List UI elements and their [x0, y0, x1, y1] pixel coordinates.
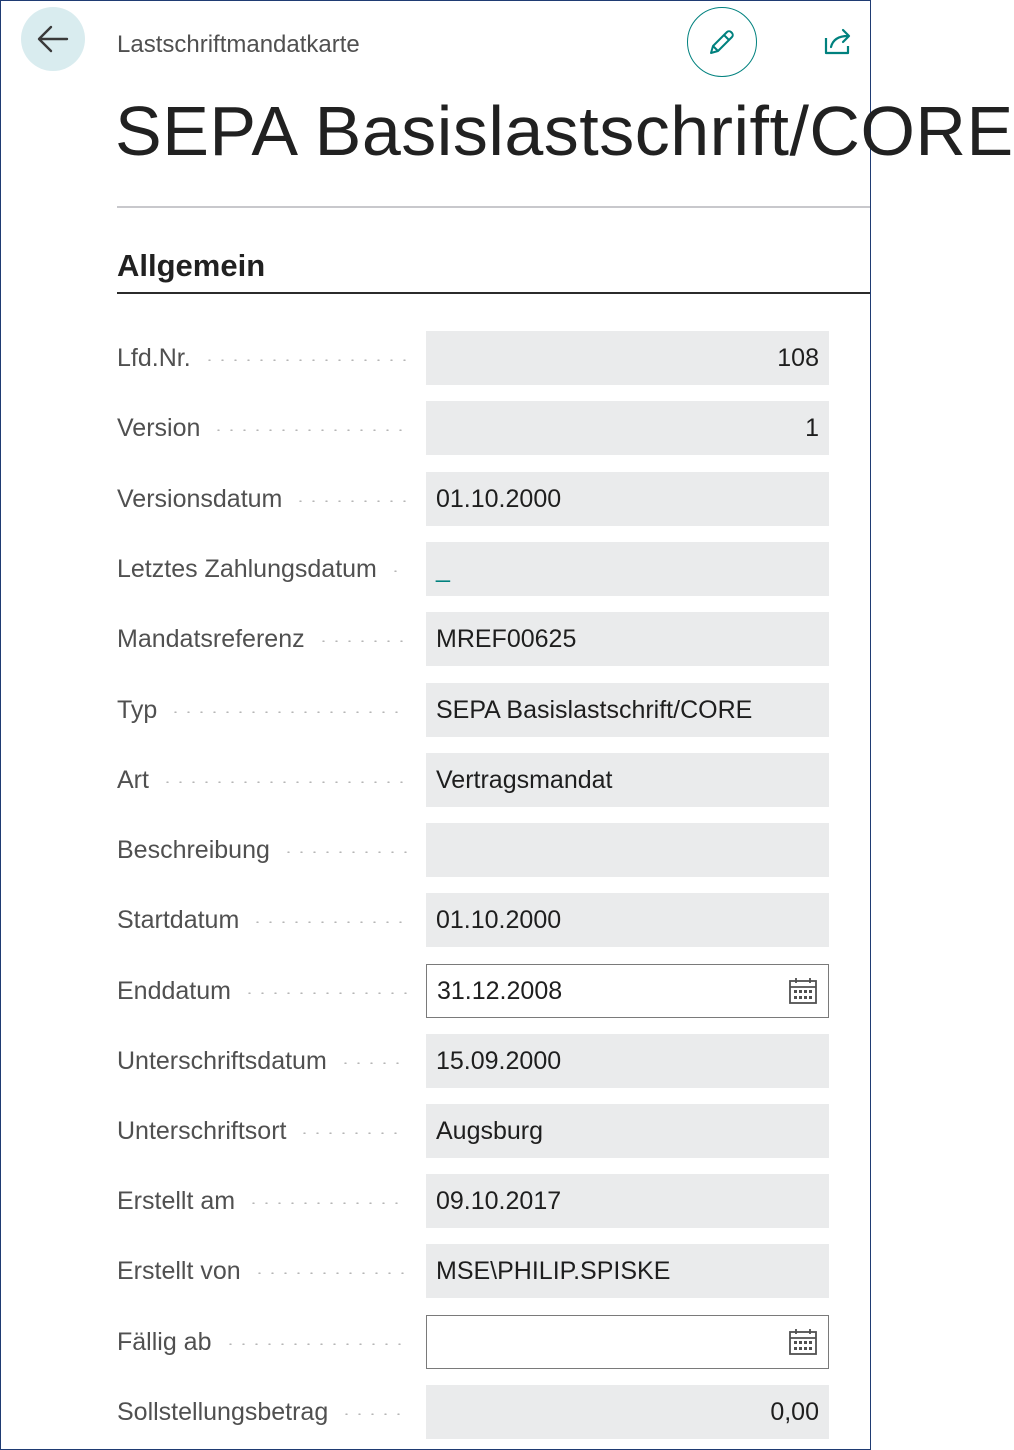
- arrow-left-icon: [36, 24, 70, 54]
- sollstellungsbetrag-value[interactable]: 0,00: [426, 1385, 829, 1439]
- unterschriftsort-value[interactable]: Augsburg: [426, 1104, 829, 1158]
- edit-button[interactable]: [687, 7, 757, 77]
- enddatum-input[interactable]: [426, 964, 829, 1018]
- version-value[interactable]: 1: [426, 401, 829, 455]
- field-label: Sollstellungsbetrag: [117, 1397, 329, 1426]
- breadcrumb: Lastschriftmandatkarte: [117, 31, 360, 58]
- field-label: Versionsdatum: [117, 484, 283, 513]
- field-beschreibung: [117, 823, 829, 877]
- share-button[interactable]: [819, 23, 859, 59]
- field-erstellt-von: [117, 1244, 829, 1298]
- field-label: Erstellt am: [117, 1186, 236, 1215]
- lfd-nr-value[interactable]: 108: [426, 331, 829, 385]
- field-label: Mandatsreferenz: [117, 624, 305, 653]
- page-title: SEPA Basislastschrift/CORE: [115, 92, 1014, 170]
- startdatum-value[interactable]: 01.10.2000: [426, 893, 829, 947]
- share-icon: [822, 26, 856, 56]
- field-label: Fällig ab: [117, 1327, 212, 1356]
- letztes-zahlungsdatum-value[interactable]: [426, 542, 829, 596]
- art-value[interactable]: Vertragsmandat: [426, 753, 829, 807]
- field-unterschriftsdatum: [117, 1034, 829, 1088]
- field-label: Unterschriftsort: [117, 1116, 287, 1145]
- calendar-icon[interactable]: [788, 977, 818, 1005]
- field-enddatum: [117, 964, 829, 1018]
- field-startdatum: [117, 893, 829, 947]
- field-sollstellungsbetrag: [117, 1385, 829, 1439]
- section-divider: [117, 292, 870, 294]
- back-button[interactable]: [21, 7, 85, 71]
- field-label: Enddatum: [117, 976, 231, 1005]
- field-label: Startdatum: [117, 905, 240, 934]
- beschreibung-value[interactable]: [426, 823, 829, 877]
- unterschriftsdatum-value[interactable]: 15.09.2000: [426, 1034, 829, 1088]
- erstellt-am-value[interactable]: 09.10.2017: [426, 1174, 829, 1228]
- field-art: [117, 753, 829, 807]
- field-label: Version: [117, 413, 201, 442]
- field-lfd-nr: [117, 331, 829, 385]
- title-divider: [117, 206, 870, 208]
- field-erstellt-am: [117, 1174, 829, 1228]
- field-version: [117, 401, 829, 455]
- letztes-zahlungsdatum-link[interactable]: _: [436, 554, 450, 583]
- field-mandatsreferenz: [117, 612, 829, 666]
- field-label: Typ: [117, 695, 158, 724]
- field-label: Beschreibung: [117, 835, 270, 864]
- field-label: Unterschriftsdatum: [117, 1046, 327, 1075]
- field-versionsdatum: [117, 472, 829, 526]
- field-typ: [117, 683, 829, 737]
- typ-value[interactable]: SEPA Basislastschrift/CORE: [426, 683, 829, 737]
- faellig-ab-input[interactable]: [426, 1315, 829, 1369]
- field-label: Lfd.Nr.: [117, 343, 191, 372]
- field-unterschriftsort: [117, 1104, 829, 1158]
- versionsdatum-value[interactable]: 01.10.2000: [426, 472, 829, 526]
- erstellt-von-value[interactable]: MSE\PHILIP.SPISKE: [426, 1244, 829, 1298]
- calendar-icon[interactable]: [788, 1328, 818, 1356]
- enddatum-value: 31.12.2008: [437, 976, 563, 1005]
- mandatsreferenz-value[interactable]: MREF00625: [426, 612, 829, 666]
- field-letztes-zahlungsdatum: [117, 542, 829, 596]
- field-faellig-ab: [117, 1315, 829, 1369]
- field-label: Art: [117, 765, 149, 794]
- pencil-icon: [706, 26, 738, 58]
- field-label: Erstellt von: [117, 1256, 241, 1285]
- field-label: Letztes Zahlungsdatum: [117, 554, 377, 583]
- section-title-allgemein[interactable]: Allgemein: [117, 248, 266, 283]
